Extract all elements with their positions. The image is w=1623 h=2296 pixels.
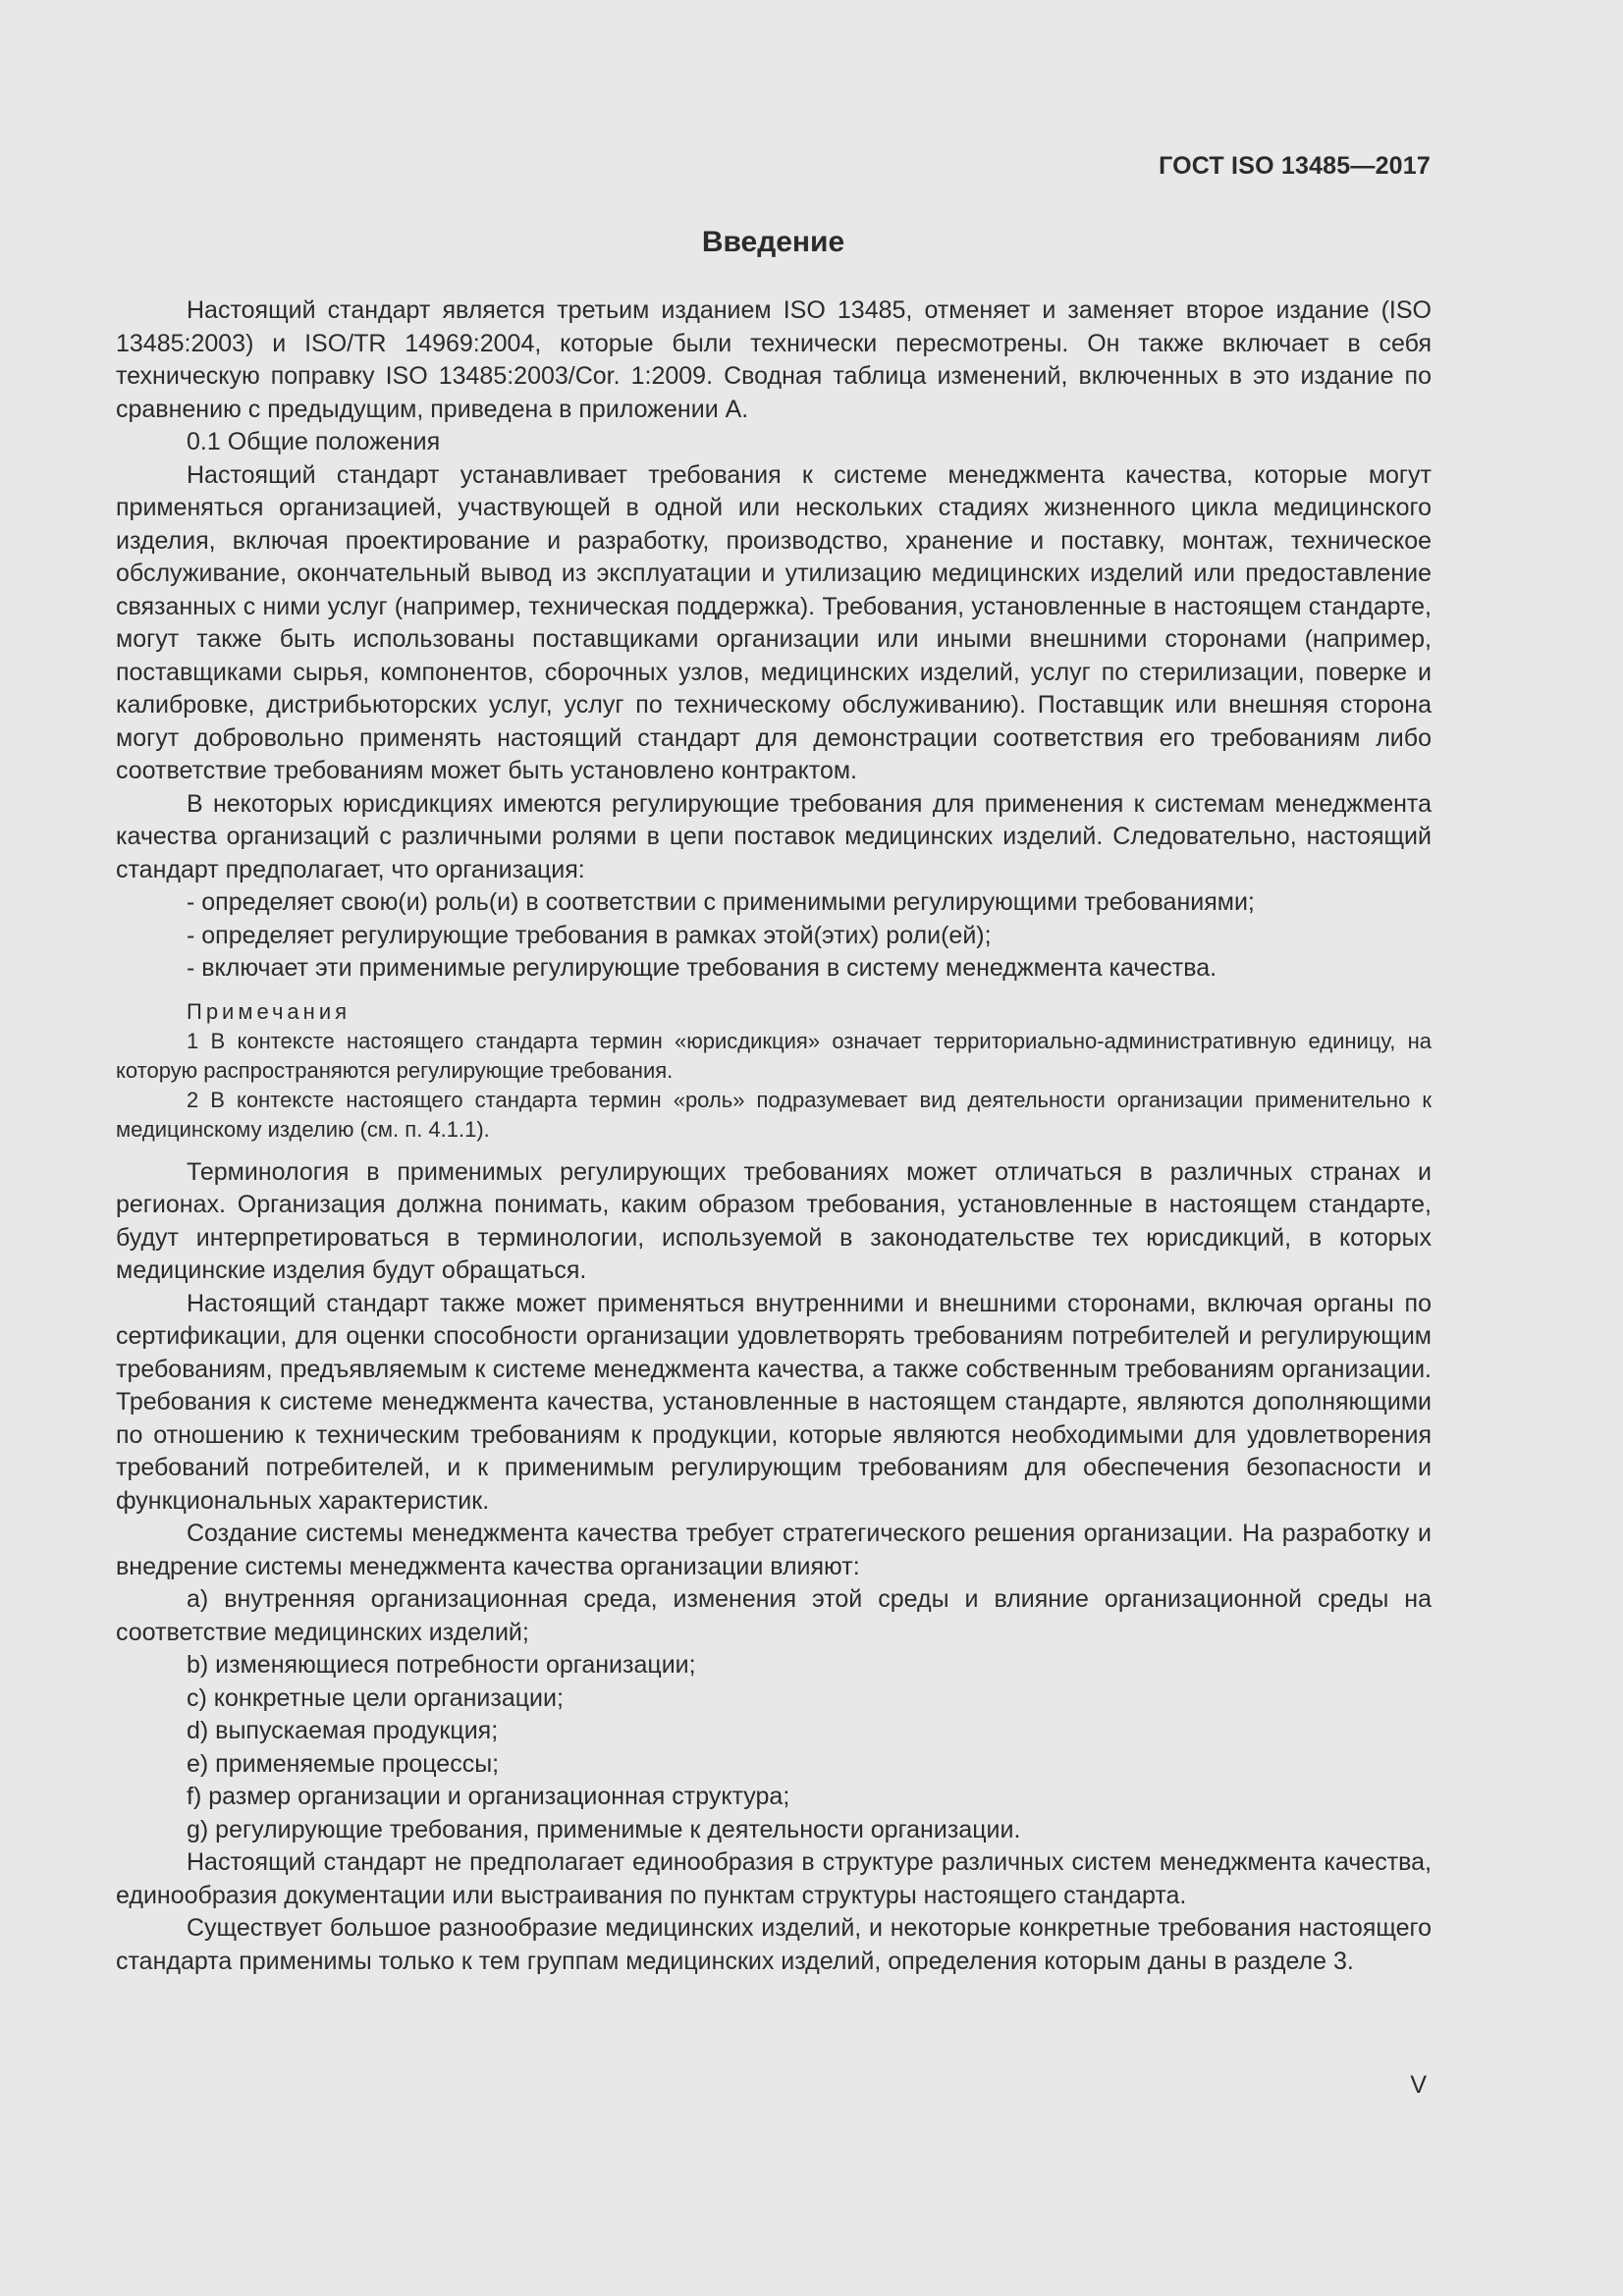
notes-block	[116, 997, 1432, 1145]
paragraph-1: Настоящий стандарт устанавливает требования к системе менеджмента качества, которые могут применяться организацией, участвующей в одной или нескольких стадиях жизненного цикла медицинского изделия, включая проектирование и разработку, производство, хранение и поставку, монтаж, техническое обслуживание, окончательный вывод из эксплуатации и утилизацию медицинских изделий или предоставление связанных с ними услуг (например, техническая поддержка). Требования, установленные в настоящем стандарте, могут также быть использованы поставщиками организации или иными внешними сторонами (например, поставщиками сырья, компонентов, сборочных узлов, медицинских изделий, услуг по стерилизации, поверке и калибровке, дистрибьюторских услуг, услуг по техническому обслуживанию). Поставщик или внешняя сторона могут добровольно применять настоящий стандарт для демонстрации соответствия его требованиям либо соответствие требованиям может быть установлено контрактом.	[116, 460, 1432, 784]
note-1: 1 В контексте настоящего стандарта термин «юрисдикция» означает территориально-административную единицу, на которую распространяются регулирующие требования.	[116, 1028, 1432, 1083]
letter-item-c: c) конкретные цели организации;	[187, 1683, 564, 1712]
letter-item-g: g) регулирующие требования, применимые к деятельности организации.	[187, 1815, 1021, 1843]
dash-item: - включает эти применимые регулирующие требования в систему менеджмента качества.	[187, 954, 1217, 982]
paragraph-4: Настоящий стандарт также может применяться внутренними и внешними сторонами, включая органы по сертификации, для оценки способности организации удовлетворять требованиям потребителей и регулирующим требованиям, предъявляемым к системе менеджмента качества, а также собственным требованиям организации. Требования к системе менеджмента качества, установленные в настоящем стандарте, являются дополняющими по отношению к техническим требованиям к продукции, которые являются необходимыми для удовлетворения требований потребителей, и к применимым регулирующим требованиям для обеспечения безопасности и функциональных характеристик.	[116, 1289, 1432, 1515]
paragraph-6: Настоящий стандарт не предполагает единообразия в структуре различных систем менеджмента качества, единообразия документации или выстраивания по пунктам структуры настоящего стандарта.	[116, 1848, 1432, 1909]
letter-item-a: a) внутренняя организационная среда, изменения этой среды и влияние организационной среды на соответствие медицинских изделий;	[116, 1585, 1432, 1646]
letter-item-b: b) изменяющиеся потребности организации;	[187, 1651, 696, 1679]
page-number: V	[1410, 2071, 1427, 2099]
paragraph-3: Терминология в применимых регулирующих требованиях может отличаться в различных странах и регионах. Организация должна понимать, каким образом требования, установленные в настоящем стандарте, будут интерпретироваться в терминологии, используемой в законодательстве тех юрисдикций, в которых медицинские изделия будут обращаться.	[116, 1157, 1432, 1284]
dash-item: - определяет свою(и) роль(и) в соответствии с применимыми регулирующими требованиями;	[187, 888, 1255, 916]
section-heading: 0.1 Общие положения	[187, 428, 441, 455]
page-title: Введение	[701, 226, 845, 258]
notes-heading: Примечания	[187, 998, 352, 1024]
letter-item-f: f) размер организации и организационная структура;	[187, 1783, 790, 1810]
paragraph-7: Существует большое разнообразие медицинских изделий, и некоторые конкретные требования настоящего стандарта применимы только к тем группам медицинских изделий, определения которым даны в разделе 3.	[116, 1914, 1432, 1975]
note-2: 2 В контексте настоящего стандарта термин «роль» подразумевает вид деятельности организации применительно к медицинскому изделию (см. п. 4.1.1).	[116, 1087, 1432, 1142]
document-body	[116, 294, 1432, 1978]
letter-item-d: d) выпускаемая продукция;	[187, 1717, 499, 1744]
dash-item: - определяет регулирующие требования в рамках этой(этих) роли(ей);	[187, 921, 992, 949]
document-header: ГОСТ ISO 13485—2017	[1159, 152, 1431, 180]
paragraph-5: Создание системы менеджмента качества требует стратегического решения организации. На разработку и внедрение системы менеджмента качества организации влияют:	[116, 1520, 1432, 1580]
intro-paragraph: Настоящий стандарт является третьим изданием ISO 13485, отменяет и заменяет второе издание (ISO 13485:2003) и ISO/TR 14969:2004, которые были технически пересмотрены. Он также включает в себя техническую поправку ISO 13485:2003/Cor. 1:2009. Сводная таблица изменений, включенных в это издание по сравнению с предыдущим, приведена в приложении А.	[116, 296, 1432, 423]
letter-item-e: e) применяемые процессы;	[187, 1749, 500, 1778]
paragraph-2: В некоторых юрисдикциях имеются регулирующие требования для применения к системам менеджмента качества организаций с различными ролями в цепи поставок медицинских изделий. Следовательно, настоящий стандарт предполагает, что организация:	[116, 789, 1432, 883]
